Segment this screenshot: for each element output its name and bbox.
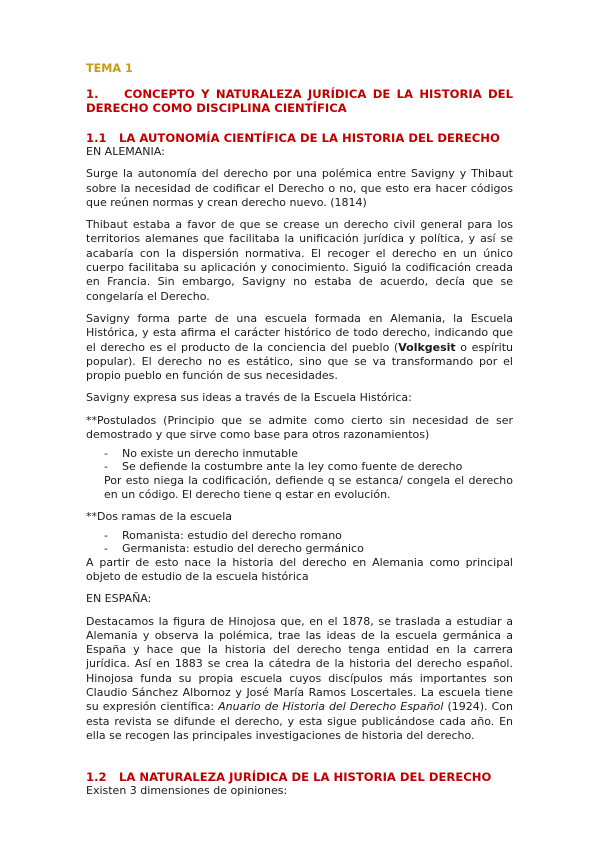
anuario-title: Anuario de Historia del Derecho Español bbox=[218, 700, 444, 714]
postulados-list bbox=[86, 448, 513, 473]
paragraph-hinojosa bbox=[86, 615, 513, 744]
section-2-heading bbox=[86, 770, 513, 784]
list-item: - Se defiende la costumbre ante la ley como fuente de derecho bbox=[104, 461, 513, 474]
tema-label: TEMA 1 bbox=[86, 62, 133, 75]
spacer bbox=[86, 751, 513, 770]
heading-1: 1. CONCEPTO Y NATURALEZA JURÍDICA DE LA HISTORIA DEL DERECHO COMO DISCIPLINA CIENTÍFICA bbox=[86, 87, 518, 115]
list-item: - No existe un derecho inmutable bbox=[104, 448, 513, 461]
paragraph-dimensiones: Existen 3 dimensiones de opiniones: bbox=[86, 784, 288, 798]
section-2-number: 1.2 bbox=[86, 770, 107, 785]
paragraph-savigny bbox=[86, 312, 513, 383]
postulados-conclusion: Por esto niega la codificación, defiende q se estanca/ congela el derecho en un código. El derecho tiene q estar en evolución. bbox=[104, 473, 513, 501]
list-item: - Germanista: estudio del derecho germánico bbox=[104, 543, 513, 556]
alemania-label: EN ALEMANIA: bbox=[86, 145, 165, 158]
section-1-heading bbox=[86, 131, 513, 145]
ramas-list bbox=[86, 530, 513, 555]
paragraph-polemica: Surge la autonomía del derecho por una polémica entre Savigny y Thibaut sobre la necesidad de codificar el Derecho o no, que esto era hacer códigos que reúnen normas y crean derecho nuevo. (1814) bbox=[86, 167, 513, 209]
paragraph-escuela-historica: Savigny expresa sus ideas a través de la Escuela Histórica: bbox=[86, 391, 412, 405]
paragraph-thibaut: Thibaut estaba a favor de que se crease un derecho civil general para los territorios alemanes que facilitaba la unificación jurídica y política, y así se acabaría con la dispersión normativa. El recoger el derecho en un único cuerpo facilitaba su aplicación y conocimiento. Siguió la codificación creada en Francia. Sin embargo, Savigny no estaba de acuerdo, decía que se congelaría el Derecho. bbox=[86, 218, 513, 303]
list-item: - Romanista: estudio del derecho romano bbox=[104, 530, 513, 543]
ramas-conclusion: A partir de esto nace la historia del derecho en Alemania como principal objeto de estudio de la escuela histórica bbox=[86, 555, 513, 583]
section-1-number: 1.1 bbox=[86, 131, 107, 145]
paragraph-hinojosa-part2: (1924). Con esta revista se difunde el derecho, y esta sigue publicándose cada año. En ella se recogen las principales investigaciones de historia del derecho. bbox=[86, 700, 513, 742]
ramas-intro: **Dos ramas de la escuela bbox=[86, 510, 232, 524]
paragraph-savigny-part1: Savigny forma parte de una escuela formada en Alemania, la Escuela Histórica, y esta afirma el carácter histórico de todo derecho, indicando que el derecho es el producto de la conciencia del pueblo ( bbox=[86, 311, 513, 354]
postulados-intro: **Postulados (Principio que se admite como cierto sin necesidad de ser demostrado y que sirve como base para otros razonamientos) bbox=[86, 413, 513, 442]
paragraph-savigny-part2: o espíritu popular). El derecho no es estático, sino que se va transformando por el propio pueblo en función de sus necesidades. bbox=[86, 340, 513, 383]
section-2-title: LA NATURALEZA JURÍDICA DE LA HISTORIA DEL DERECHO bbox=[119, 770, 492, 785]
espana-label: EN ESPAÑA: bbox=[86, 592, 152, 606]
volkgesit-term: Volkgesit bbox=[398, 340, 456, 354]
section-1-title: LA AUTONOMÍA CIENTÍFICA DE LA HISTORIA DEL DERECHO bbox=[119, 131, 500, 145]
paragraph-hinojosa-part1: Destacamos la figura de Hinojosa que, en el 1878, se traslada a estudiar a Alemania y observa la polémica, trae las ideas de la escuela germánica a España y hace que la historia del derecho tenga entidad en la carrera jurídica. Así en 1883 se crea la cátedra de la historia del derecho español. Hinojosa funda su propia escuela cuyos discípulos más importantes son Claudio Sánchez Albornoz y José María Ramos Loscertales. La escuela tiene su expresión científica: bbox=[86, 614, 513, 714]
